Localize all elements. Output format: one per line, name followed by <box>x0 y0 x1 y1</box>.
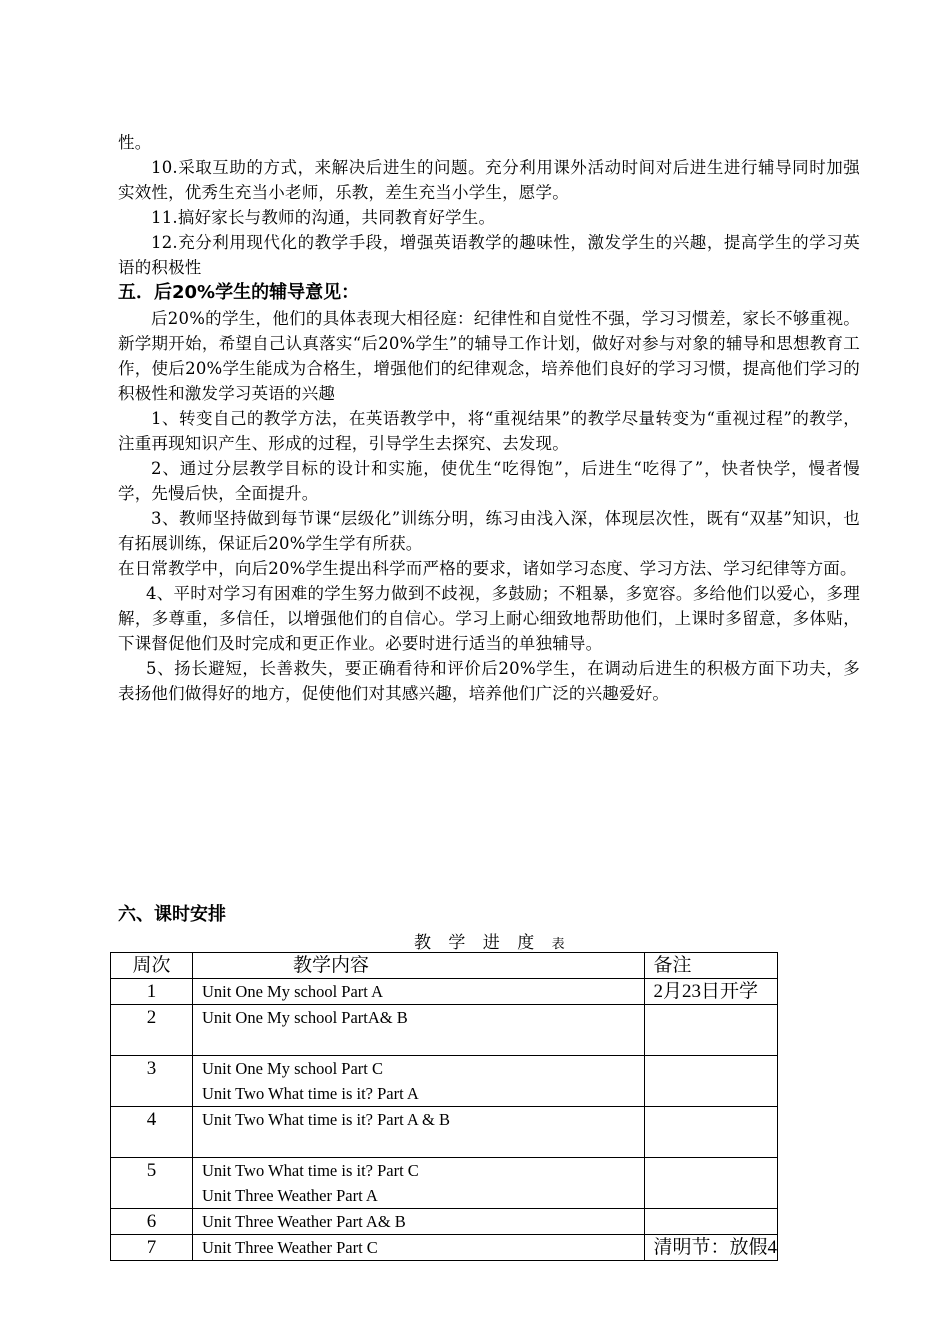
table-row <box>111 1158 778 1209</box>
content-line: Unit One My school Part C <box>201 1059 384 1078</box>
table-row <box>111 1056 778 1107</box>
schedule-caption <box>414 928 565 953</box>
section-5-point-5: 5、扬长避短，长善救失，要正确看待和评价后20%学生，在调动后进生的积极方面下功夫，多表扬他们做得好的地方，促使他们对其感兴趣，培养他们广泛的兴趣爱好。 <box>118 659 860 703</box>
schedule-caption-main: 教 学 进 度 <box>414 933 541 953</box>
week-cell: 1 <box>111 979 193 1005</box>
content-cell <box>192 979 645 1005</box>
section-5-point-1: 1、转变自己的教学方法，在英语教学中，将“重视结果”的教学尽量转变为“重视过程”的教学，注重再现知识产生、形成的过程，引导学生去探究、去发现。 <box>118 409 860 453</box>
schedule-table <box>110 952 778 1261</box>
content-line: Unit Three Weather Part A& B <box>201 1212 406 1231</box>
note-cell <box>645 1158 778 1209</box>
week-cell: 6 <box>111 1209 193 1235</box>
content-cell <box>192 1005 645 1056</box>
note-cell <box>645 1209 778 1235</box>
content-line: Unit Two What time is it? Part A <box>201 1084 419 1103</box>
content-cell <box>192 1158 645 1209</box>
week-cell: 7 <box>111 1235 193 1261</box>
schedule-caption-suffix: 表 <box>551 937 565 952</box>
section-5-point-2: 2、通过分层教学目标的设计和实施，使优生“吃得饱”，后进生“吃得了”，快者快学，慢者慢学，先慢后快，全面提升。 <box>118 459 860 503</box>
week-cell: 3 <box>111 1056 193 1107</box>
content-cell <box>192 1235 645 1261</box>
note-cell <box>645 1056 778 1107</box>
section-5-intro: 后20%的学生，他们的具体表现大相径庭：纪律性和自觉性不强，学习习惯差，家长不够重视。新学期开始，希望自己认真落实“后20%学生”的辅导工作计划，做好对参与对象的辅导和思想教育工作，使后20%学生能成为合格生，增强他们的纪律观念，培养他们良好的学习习惯，提高他们学习的积极性和激发学习英语的兴趣 <box>118 309 860 403</box>
paragraph-item-12: 12.充分利用现代化的教学手段，增强英语教学的趣味性，激发学生的兴趣，提高学生的学习英语的积极性 <box>118 233 860 277</box>
content-cell <box>192 1107 645 1158</box>
content-cell <box>192 1209 645 1235</box>
table-row <box>111 1209 778 1235</box>
week-cell: 2 <box>111 1005 193 1056</box>
table-row <box>111 1107 778 1158</box>
table-row <box>111 1235 778 1261</box>
section-5-heading: 五．后20%学生的辅导意见： <box>118 282 360 303</box>
paragraph-continuation: 性。 <box>118 133 152 152</box>
paragraph-item-11: 11.搞好家长与教师的沟通，共同教育好学生。 <box>151 208 496 227</box>
section-5-point-4: 4、平时对学习有困难的学生努力做到不歧视，多鼓励；不粗暴，多宽容。多给他们以爱心，多理解，多尊重，多信任，以增强他们的自信心。学习上耐心细致地帮助他们，上课时多留意，多体贴，下课督促他们及时完成和更正作业。必要时进行适当的单独辅导。 <box>118 584 860 653</box>
section-5-daily-teaching: 在日常教学中，向后20%学生提出科学而严格的要求，诸如学习态度、学习方法、学习纪律等方面。 <box>118 559 857 578</box>
section-6-heading: 六、课时安排 <box>118 904 226 925</box>
document-body <box>118 130 860 706</box>
section-5-point-3: 3、教师坚持做到每节课“层级化”训练分明，练习由浅入深，体现层次性，既有“双基”知识，也有拓展训练，保证后20%学生学有所获。 <box>118 509 860 553</box>
table-row <box>111 979 778 1005</box>
header-note: 备注 <box>645 953 778 979</box>
header-week: 周次 <box>111 953 193 979</box>
note-cell <box>645 1005 778 1056</box>
content-line: Unit Two What time is it? Part A & B <box>201 1110 450 1129</box>
content-cell <box>192 1056 645 1107</box>
content-line: Unit Three Weather Part A <box>201 1186 378 1205</box>
header-content: 教学内容 <box>192 953 645 979</box>
paragraph-item-10: 10.采取互助的方式，来解决后进生的问题。充分利用课外活动时间对后进生进行辅导同时加强实效性，优秀生充当小老师，乐教，差生充当小学生，愿学。 <box>118 158 860 202</box>
week-cell: 5 <box>111 1158 193 1209</box>
content-line: Unit Two What time is it? Part C <box>201 1161 419 1180</box>
note-cell: 2月23日开学 <box>645 979 778 1005</box>
content-line <box>202 1030 645 1055</box>
content-line: Unit Three Weather Part C <box>201 1238 378 1257</box>
content-line: Unit One My school Part A <box>201 982 384 1001</box>
table-row <box>111 1005 778 1056</box>
note-cell <box>645 1107 778 1158</box>
week-cell: 4 <box>111 1107 193 1158</box>
note-cell: 清明节：放假4 <box>645 1235 778 1261</box>
content-line <box>202 1132 645 1157</box>
content-line: Unit One My school PartA& B <box>201 1008 408 1027</box>
schedule-header-row <box>111 953 778 979</box>
